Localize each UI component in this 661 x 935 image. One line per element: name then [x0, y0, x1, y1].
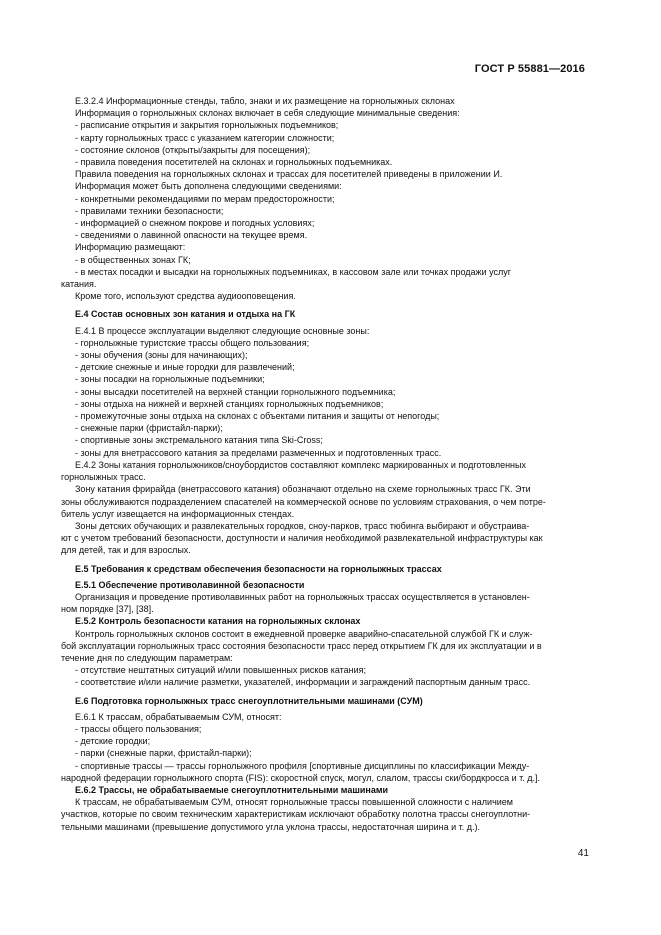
section-e42-line: горнолыжных трасс. — [61, 472, 146, 483]
kids-zones-paragraph-line: Зоны детских обучающих и развлекательных городков, сноу-парков, трасс тюбинга выбирают и обустраива- — [75, 520, 530, 531]
list-item: - зоны для внетрассового катания за пределами размеченных и подготовленных трасс. — [75, 447, 442, 458]
list-item-continuation: катания. — [61, 279, 97, 290]
list-item: - промежуточные зоны отдыха на склонах с объектами питания и защиты от непогоды; — [75, 411, 440, 422]
section-e62-line: участков, которые по своим техническим характеристикам исключают обработку полотна трассы снегоуплотни- — [61, 809, 531, 820]
document-body — [61, 95, 593, 833]
kids-zones-paragraph-line: для детей, так и для взрослых. — [61, 545, 191, 556]
list-item: - правила поведения посетителей на склонах и горнолыжных подъемниках. — [75, 157, 393, 168]
document-header: ГОСТ Р 55881—2016 — [474, 63, 585, 75]
freeride-paragraph-line: зоны обслуживаются подразделением спасателей на коммерческой основе по условиям страхования, о чем потре- — [61, 496, 546, 507]
list-item: - спортивные трассы — трассы горнолыжного профиля [спортивные дисциплины по классификации Между- — [75, 760, 530, 771]
list-item: - правилами техники безопасности; — [75, 205, 224, 216]
list-item: - трассы общего пользования; — [75, 723, 202, 734]
kids-zones-paragraph-line: ют с учетом требований безопасности, доступности и наличия необходимой развлекательной инфраструктуры как — [61, 533, 543, 544]
list-item: - спортивные зоны экстремального катания типа Ski-Cross; — [75, 435, 323, 446]
list-item: - сведениями о лавинной опасности на текущее время. — [75, 230, 308, 241]
list-item: - зоны посадки на горнолыжные подъемники; — [75, 374, 265, 385]
section-e324-heading: Е.3.2.4 Информационные стенды, табло, знаки и их размещение на горнолыжных склонах — [75, 96, 455, 106]
section-e62-heading: Е.6.2 Трассы, не обрабатываемые снегоуплотнительными машинами — [75, 784, 389, 795]
section-e5-heading: Е.5 Требования к средствам обеспечения безопасности на горнолыжных трассах — [75, 563, 442, 574]
list-item: - конкретными рекомендациями по мерам предосторожности; — [75, 193, 335, 204]
section-e51-line: Организация и проведение противолавинных работ на горнолыжных трассах осуществляется в установлен- — [75, 591, 530, 602]
section-e324-rules-note: Правила поведения на горнолыжных склонах и трассах для посетителей приведены в приложении И. — [75, 169, 503, 180]
list-item: - детские снежные и иные городки для развлечений; — [75, 362, 295, 373]
section-e51-heading: Е.5.1 Обеспечение противолавинной безопасности — [75, 579, 305, 590]
page-number: 41 — [577, 848, 589, 859]
list-item: - соответствие и/или наличие разметки, указателей, информации и заграждений паспортным данным трасс. — [75, 677, 531, 688]
section-e41-intro: Е.4.1 В процессе эксплуатации выделяют следующие основные зоны: — [75, 325, 370, 336]
section-e51-line: ном порядке [37], [38]. — [61, 604, 154, 615]
section-e52-line: Контроль горнолыжных склонов состоит в ежедневной проверке аварийно-спасательной службой ГК и служ- — [75, 628, 533, 639]
section-e6-heading: Е.6 Подготовка горнолыжных трасс снегоуплотнительными машинами (СУМ) — [75, 695, 423, 706]
section-e52-line: течение дня по следующим параметрам: — [61, 652, 233, 663]
section-e324-audio: Кроме того, используют средства аудиооповещения. — [75, 291, 296, 302]
list-item: - в местах посадки и высадки на горнолыжных подъемниках, в кассовом зале или точках продажи услуг — [75, 266, 512, 277]
section-e61-intro: Е.6.1 К трассам, обрабатываемым СУМ, относят: — [75, 711, 282, 722]
section-e62-line: тельными машинами (превышение допустимого угла уклона трассы, недостаточная ширина и т. д.). — [61, 821, 480, 832]
list-item: - детские городки; — [75, 736, 151, 747]
list-item: - парки (снежные парки, фристайл-парки); — [75, 748, 252, 759]
list-item: - снежные парки (фристайл-парки); — [75, 423, 223, 434]
section-e324-extra-intro: Информация может быть дополнена следующими сведениями: — [75, 181, 342, 192]
section-e52-heading: Е.5.2 Контроль безопасности катания на горнолыжных склонах — [75, 616, 361, 627]
section-e4-heading: Е.4 Состав основных зон катания и отдыха на ГК — [75, 309, 296, 320]
list-item-continuation: народной федерации горнолыжного спорта (FIS): скоростной спуск, могул, слалом, трассы ски/бордкросса и т. д.]. — [61, 772, 540, 783]
list-item: - зоны обучения (зоны для начинающих); — [75, 350, 248, 361]
section-e324-placement-intro: Информацию размещают: — [75, 242, 186, 253]
list-item: - в общественных зонах ГК; — [75, 254, 191, 265]
section-e62-line: К трассам, не обрабатываемым СУМ, относят горнолыжные трассы повышенной сложности с наличием — [75, 797, 513, 808]
list-item: - информацией о снежном покрове и погодных условиях; — [75, 218, 315, 229]
list-item: - зоны отдыха на нижней и верхней станциях горнолыжных подъемников; — [75, 398, 384, 409]
list-item: - отсутствие нештатных ситуаций и/или повышенных рисков катания; — [75, 665, 367, 676]
section-e324-intro: Информация о горнолыжных склонах включает в себя следующие минимальные сведения: — [75, 108, 460, 119]
list-item: - зоны высадки посетителей на верхней станции горнолыжного подъемника; — [75, 386, 396, 397]
list-item: - карту горнолыжных трасс с указанием категории сложности; — [75, 132, 335, 143]
list-item: - горнолыжные туристские трассы общего пользования; — [75, 337, 310, 348]
list-item: - состояние склонов (открыты/закрыты для посещения); — [75, 144, 311, 155]
section-e42-line: Е.4.2 Зоны катания горнолыжников/сноубордистов составляют комплекс маркированных и подготовленных — [75, 459, 526, 470]
list-item: - расписание открытия и закрытия горнолыжных подъемников; — [75, 120, 339, 131]
section-e52-line: бой эксплуатации горнолыжных трасс состояния безопасности трасс перед открытием ГК для их эксплуатации и в — [61, 640, 542, 651]
freeride-paragraph-line: битель услуг извещается на информационных стендах. — [61, 508, 295, 519]
freeride-paragraph-line: Зону катания фрирайда (внетрассового катания) обозначают отдельно на схеме горнолыжных трасс ГК. Эти — [75, 484, 531, 495]
